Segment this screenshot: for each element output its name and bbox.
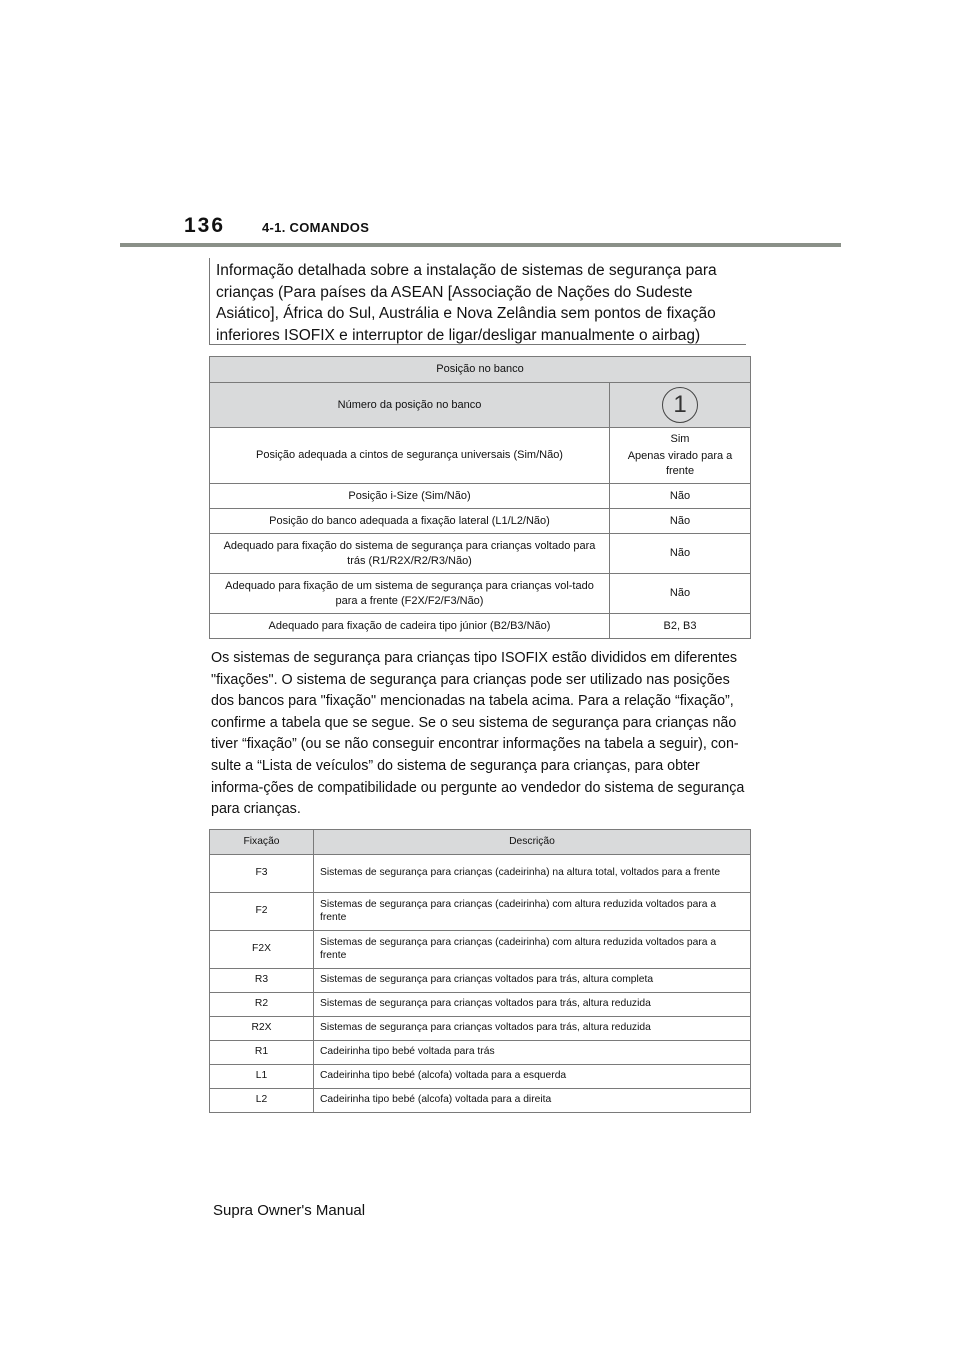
fixation-description: Sistemas de segurança para crianças voltados para trás, altura reduzida bbox=[314, 993, 751, 1017]
table-row-label: Posição i-Size (Sim/Não) bbox=[210, 484, 610, 509]
value-line: Sim bbox=[670, 433, 690, 445]
fixation-code: F2 bbox=[210, 893, 314, 931]
fixation-code: F2X bbox=[210, 931, 314, 969]
fixation-col-header: Fixação bbox=[210, 830, 314, 855]
table-row-label: Adequado para fixação de cadeira tipo júnior (B2/B3/Não) bbox=[210, 614, 610, 639]
section-title: 4-1. COMANDOS bbox=[262, 220, 370, 235]
table-row-label: Adequado para fixação de um sistema de segurança para crianças vol-tado para a frente (F2X/F2/F3/Não) bbox=[210, 574, 610, 614]
fixation-code: L2 bbox=[210, 1089, 314, 1113]
table-row-value: B2, B3 bbox=[610, 614, 751, 639]
description-col-header: Descrição bbox=[314, 830, 751, 855]
footer-manual-title: Supra Owner's Manual bbox=[213, 1202, 366, 1219]
seat-number-cell bbox=[610, 383, 751, 428]
table-row-label: Posição adequada a cintos de segurança universais (Sim/Não) bbox=[210, 428, 610, 484]
fixation-code: F3 bbox=[210, 855, 314, 893]
header-divider bbox=[120, 243, 841, 247]
table-row-value: Não bbox=[610, 574, 751, 614]
fixation-table bbox=[209, 829, 751, 1113]
fixation-code: R2X bbox=[210, 1017, 314, 1041]
value-line: Apenas virado para a frente bbox=[627, 450, 733, 477]
fixation-description: Cadeirinha tipo bebé voltada para trás bbox=[314, 1041, 751, 1065]
fixation-description: Sistemas de segurança para crianças (cadeirinha) com altura reduzida voltados para a frente bbox=[314, 893, 751, 931]
intro-heading: Informação detalhada sobre a instalação de sistemas de segurança para crianças (Para países da ASEAN [Associação de Nações do Sudeste Asiático], África do Sul, Austrália e Nova Zelândia sem pontos de fixação inferiores ISOFIX e interruptor de ligar/desligar manualmente o airbag) bbox=[216, 262, 717, 344]
seat-table-title: Posição no banco bbox=[210, 357, 751, 383]
fixation-description: Sistemas de segurança para crianças voltados para trás, altura completa bbox=[314, 969, 751, 993]
fixation-description: Cadeirinha tipo bebé (alcofa) voltada para a direita bbox=[314, 1089, 751, 1113]
fixation-code: R1 bbox=[210, 1041, 314, 1065]
seat-number-label: Número da posição no banco bbox=[210, 383, 610, 428]
seat-position-table bbox=[209, 356, 751, 639]
fixation-code: R2 bbox=[210, 993, 314, 1017]
body-paragraph-text: Os sistemas de segurança para crianças tipo ISOFIX estão divididos em diferentes "fixações". O sistema de segurança para crianças pode ser utilizado nas posições dos bancos para "fixação" mencionadas na tabela acima. Para a relação “fixação”, confirme a tabela que se segue. Se o seu sistema de segurança para crianças não tiver “fixação” (ou se não conseguir encontrar informações na tabela a seguir), con-sulte a “Lista de veículos” do sistema de segurança para crianças, para obter informa-ções de compatibilidade ou pergunte ao vendedor do sistema de segurança para crianças. bbox=[211, 650, 745, 818]
table-row-label: Posição do banco adequada a fixação lateral (L1/L2/Não) bbox=[210, 509, 610, 534]
fixation-code: L1 bbox=[210, 1065, 314, 1089]
table-row-label: Adequado para fixação do sistema de segurança para crianças voltado para trás (R1/R2X/R2/R3/Não) bbox=[210, 534, 610, 574]
table-row-value: Não bbox=[610, 484, 751, 509]
fixation-code: R3 bbox=[210, 969, 314, 993]
fixation-description: Sistemas de segurança para crianças (cadeirinha) com altura reduzida voltados para a frente bbox=[314, 931, 751, 969]
table-row-value bbox=[610, 428, 751, 484]
fixation-description: Sistemas de segurança para crianças voltados para trás, altura reduzida bbox=[314, 1017, 751, 1041]
seat-number-badge: 1 bbox=[662, 387, 698, 423]
table-row-value: Não bbox=[610, 509, 751, 534]
table-row-value: Não bbox=[610, 534, 751, 574]
fixation-description: Cadeirinha tipo bebé (alcofa) voltada para a esquerda bbox=[314, 1065, 751, 1089]
body-paragraph bbox=[211, 648, 749, 821]
page-number: 136 bbox=[184, 214, 226, 237]
fixation-description: Sistemas de segurança para crianças (cadeirinha) na altura total, voltados para a frente bbox=[314, 855, 751, 893]
